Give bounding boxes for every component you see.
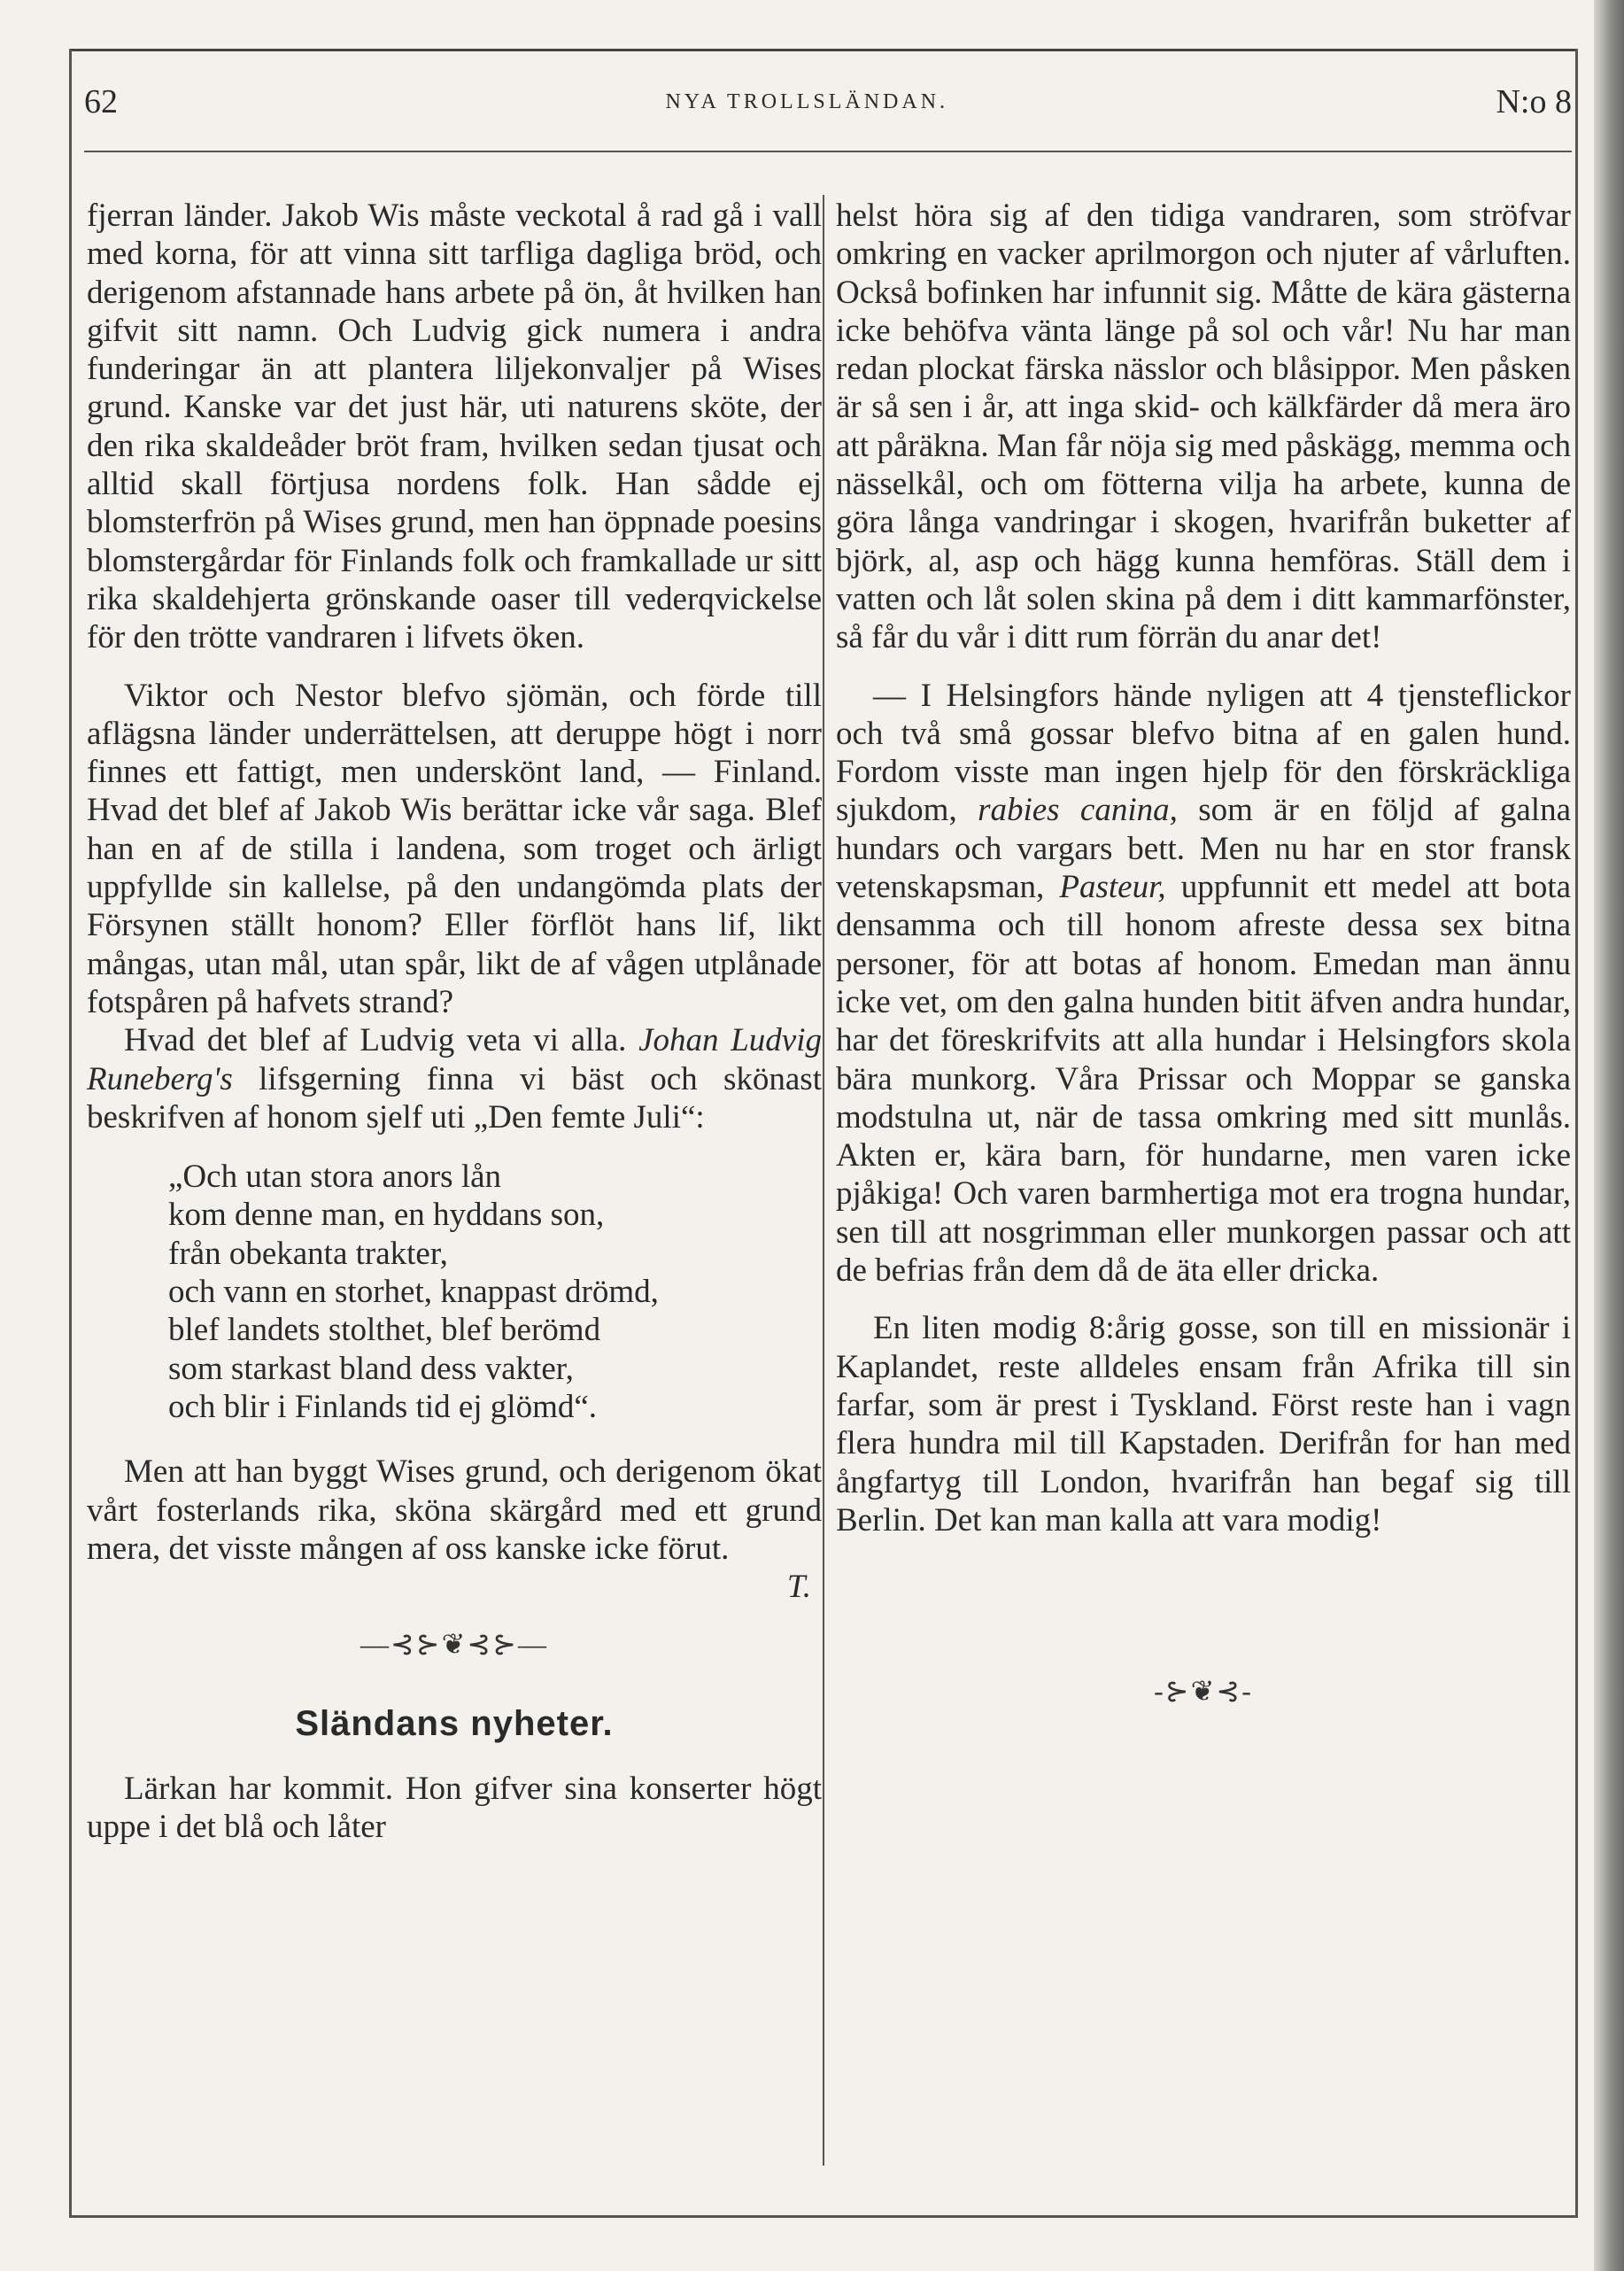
right-paragraph-1: helst höra sig af den tidiga vandraren, som ströfvar omkring en vacker aprilmorgon och njuter af vårluften. Också bofinken har infunnit sig. Måtte de kära gästerna icke behöfva vänta länge på sol och vår! Nu har man redan plockat färska nässlor och blåsippor. Men påsken är så sen i år, att inga skid- och kälkfärder då mera äro att påräkna. Man får nöja sig med påskägg, memma och nässelkål, och om fötterna vilja ha arbete, kunna de göra långa vandringar i skogen, hvarifrån buketter af björk, al, asp och hägg kunna hemföras. Ställ dem i vatten och låt solen skina på dem i ditt kammarfönster, så får du vår i ditt rum förrän du anar det! (836, 198, 1571, 656)
poem-line: kom denne man, en hyddans son, (168, 1197, 605, 1234)
poem (168, 1158, 822, 1426)
poem-line: som starkast bland dess vakter, (168, 1350, 574, 1387)
para3-start: Hvad det blef af Ludvig veta vi alla. (124, 1022, 627, 1059)
right-column (836, 197, 1571, 1710)
pasteur-name: Pasteur, (1059, 869, 1166, 906)
right-paragraph-2 (836, 677, 1571, 1291)
left-paragraph-4: Men att han byggt Wises grund, och derigenom ökat vårt fosterlands rika, sköna skärgård med ett grund mera, det visste mången af oss kanske icke förut. (87, 1453, 822, 1567)
left-paragraph-2: Viktor och Nestor blefvo sjömän, och förde till aflägsna länder underrättelsen, att deruppe högt i norr finnes ett fattigt, men underskönt land, — Finland. Hvad det blef af Jakob Wis berättar icke vår saga. Blef han en af de stilla i landena, som troget och ärligt uppfyllde sin kallelse, på den undangömda plats der Försynen ställt honom? Eller förflöt hans lif, likt mångas, utan mål, utan spår, likt de af vågen utplånade fotspåren på hafvets strand? (87, 677, 822, 1020)
para3-end: lifsgerning finna vi bäst och skönast beskrifven af honom sjelf uti „Den femte Juli“: (87, 1060, 822, 1136)
page-number: 62 (84, 83, 118, 120)
frame-top-rule (69, 49, 1578, 51)
column-divider (823, 195, 824, 2166)
left-paragraph-1: fjerran länder. Jakob Wis måste veckotal å rad gå i vall med korna, för att vinna sitt tarfliga dagliga bröd, och derigenom afstannade hans arbete på ön, åt hvilken han gifvit sitt namn. Och Ludvig gick numera i andra funderingar än att plantera liljekonvaljer på Wises grund. Kanske var det just här, uti naturens sköte, der den rika skaldeåder bröt fram, hvilken sedan tjusat och alltid skall förtjusa nordens folk. Han sådde ej blomsterfrön på Wises grund, men han öppnade poesins blomstergårdar för Finlands folk och framkallade ur sitt rika skaldehjerta grönskande oaser till vederqvickelse för den trötte vandraren i lifvets öken. (87, 198, 822, 656)
ornament-divider: —⊰⊱❦⊰⊱— (360, 1628, 549, 1661)
binding-shadow (1594, 0, 1624, 2271)
poem-line: och vann en storhet, knappast drömd, (168, 1274, 659, 1311)
section-title: Sländans nyheter. (295, 1703, 614, 1743)
poem-line: „Och utan stora anors lån (168, 1159, 502, 1196)
issue-number: N:o 8 (1496, 83, 1572, 120)
page-header (84, 75, 1572, 128)
left-paragraph-3 (87, 1021, 822, 1136)
left-paragraph-5: Lärkan har kommit. Hon gifver sina konserter högt uppe i det blå och låter (87, 1770, 822, 1846)
poem-line: blef landets stolthet, blef berömd (168, 1312, 601, 1349)
ornament-divider: -⊱❦⊰- (1154, 1675, 1253, 1708)
para2-mid: som är en följd af galna hundars och vargars bett. Men nu har en stor fransk vetenskapsman, (836, 792, 1572, 906)
poem-line: och blir i Finlands tid ej glömd“. (168, 1388, 598, 1425)
para2-start: — I Helsingfors hände nyligen att 4 tjensteflickor och två små gossar blefvo bitna af en galen hund. Fordom visste man ingen hjelp för den förskräckliga sjukdom, (836, 677, 1571, 829)
frame-right-rule (1575, 49, 1578, 2218)
author-signature: T. (786, 1569, 811, 1606)
header-rule (84, 151, 1572, 152)
right-paragraph-3: En liten modig 8:årig gosse, son till en missionär i Kaplandet, reste alldeles ensam från Afrika till sin farfar, som är prest i Tyskland. Först reste han i vagn flera hundra mil till Kapstaden. Derifrån for han med ångfartyg till London, hvarifrån han begaf sig till Berlin. Det kan man kalla att vara modig! (836, 1310, 1571, 1539)
masthead: NYA TROLLSLÄNDAN. (665, 89, 949, 113)
rabies-term: rabies canina, (978, 792, 1178, 829)
frame-bottom-rule (69, 2215, 1578, 2218)
poem-line: från obekanta trakter, (168, 1235, 448, 1272)
left-column (87, 197, 822, 1847)
runeberg-name: Johan Ludvig Runeberg's (87, 1022, 823, 1097)
para2-end: uppfunnit ett medel att bota densamma och till honom afreste dessa sex bitna personer, för att botas af honom. Emedan man ännu icke vet, om den galna hunden bitit äfven andra hundar, har det föreskrifvits att alla hundar i Helsingfors skola bära munkorg. Våra Prissar och Moppar se ganska modstulna ut, när de tassa omkring med sitt munlås. Akten er, kära barn, för hundarne, men varen icke pjåkiga! Och varen barmhertiga mot era trogna hundar, sen till att nosgrimman eller munkorgen passar och att de befrias från dem då de äta eller dricka. (836, 869, 1572, 1290)
frame-left-rule (69, 49, 72, 2218)
